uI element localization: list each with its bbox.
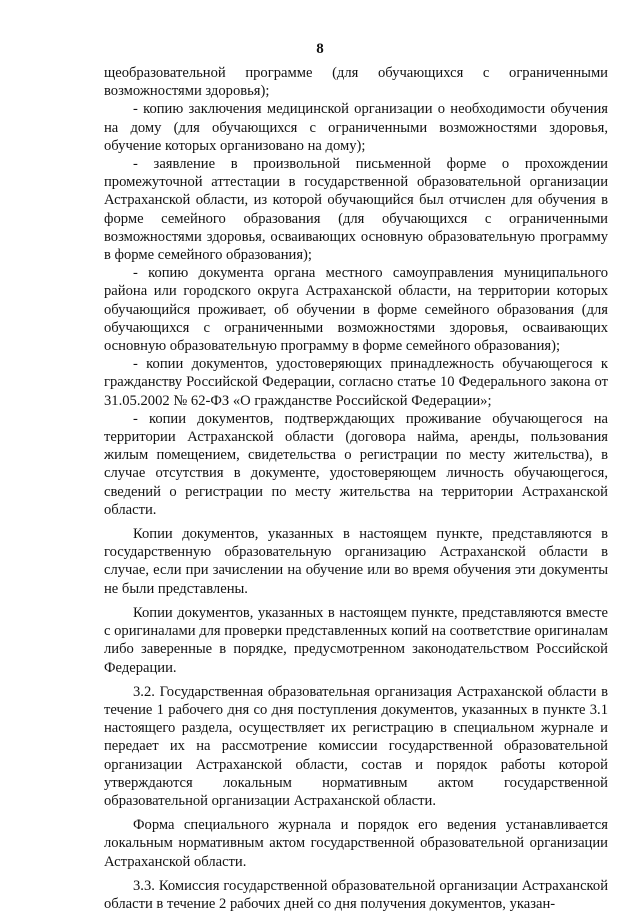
list-item-medical-conclusion: - копию заключения медицинской организации о необходимости обучения на дому (для обучающихся с ограниченными возможностями здоровья, обучение которых организовано на дому); [104,101,608,154]
paragraph-section-3-3: 3.3. Комиссия государственной образовательной организации Астраханской области в течение 2 рабочих дней со дня получения документов, указан- [104,877,608,912]
paragraph-section-3-2: 3.2. Государственная образовательная организация Астраханской области в течение 1 рабочего дня со дня поступления документов, указанных в пункте 3.1 настоящего раздела, осуществляет их регистрацию в специальном журнале и передает их на рассмотрение комиссии государственной образовательной организации Астраханской области, состав и порядок работы которой утверждаются локальным нормативным актом государственной образовательной организации Астраханской области. [104,683,608,809]
document-body [104,64,608,913]
list-item-citizenship-documents: - копии документов, удостоверяющих принадлежность обучающегося к гражданству Российской Федерации, согласно статье 10 Федерального закона от 31.05.2002 № 62-ФЗ «О гражданстве Российской Федерации»; [104,356,608,409]
list-item-local-authority-document: - копию документа органа местного самоуправления муниципального района или городского округа Астраханской области, на территории которых обучающийся проживает, об обучении в форме семейного образования (для обучающихся с ограниченными возможностями здоровья, осваивающих основную образовательную программу в форме семейного образования); [104,265,608,355]
paragraph-copies-submission: Копии документов, указанных в настоящем пункте, представляются в государственную образовательную организацию Астраханской области в случае, если при зачислении на обучение или во время обучения эти документы не были представлены. [104,526,608,597]
page-number: 8 [316,41,324,57]
paragraph-continuation: щеобразовательной программе (для обучающихся с ограниченными возможностями здоровья); [104,65,608,100]
list-item-attestation-application: - заявление в произвольной письменной форме о прохождении промежуточной аттестации в государственной образовательной организации Астраханской области, из которой обучающийся был отчислен для обучения в форме семейного образования (для обучающихся с ограниченными возможностями здоровья, осваивающих основную образовательную программу в форме семейного образования); [104,156,608,264]
paragraph-journal-form: Форма специального журнала и порядок его ведения устанавливается локальным нормативным актом государственной образовательной организации Астраханской области. [104,817,608,870]
list-item-residence-documents: - копии документов, подтверждающих проживание обучающегося на территории Астраханской области (договора найма, аренды, пользования жилым помещением, свидетельства о регистрации по месту жительства), в случае отсутствия в документе, удостоверяющем личность обучающегося, сведений о регистрации по месту жительства на территории Астраханской области. [104,410,608,518]
paragraph-copies-originals: Копии документов, указанных в настоящем пункте, представляются вместе с оригиналами для проверки представленных копий на соответствие оригиналам либо заверенные в порядке, предусмотренном законодательством Российской Федерации. [104,604,608,676]
